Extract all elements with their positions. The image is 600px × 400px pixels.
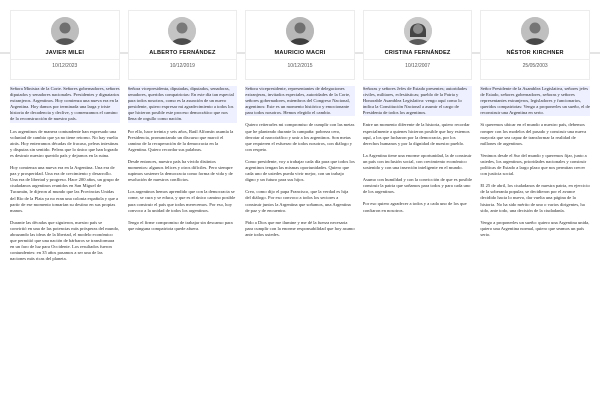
speech-paragraph: Por ello, hace treinta y seis años, Raúl Alfonsín asumía la Presidencia, pronunciando un discurso que marcó el camino de la recuperación de la democracia en la Argentina. Quiero recordar sus palabras. xyxy=(127,128,234,152)
speech-paragraph: Los argentinos de manera contundente han expresado una voluntad de cambio que ya no tiene retorno. No hay vuelta atrás. Hoy enterramos décadas de fracaso, peleas intestinas y disputas sin sentido. Peleas que lo único que han logrado es destruir nuestro querido país y dejarnos en la ruina. xyxy=(10,128,119,158)
speech-paragraph: Vengo a proponerles un sueño: quiero una Argentina unida, quiero una Argentina normal, quiero que seamos un país serio. xyxy=(480,219,590,237)
speech-text xyxy=(363,86,473,400)
president-photo xyxy=(521,17,549,45)
president-column xyxy=(128,0,238,400)
speech-text xyxy=(245,86,355,400)
speech-paragraph: Los argentinos hemos aprendido que con la democracia se come, se cura y se educa, y que es el único camino posible para construir el país que todos merecemos. Por eso, hoy convoco a la unidad de todos los argentinos. xyxy=(127,189,236,213)
speech-paragraph: Asumo con humildad y con la convicción de que es posible construir la patria que soñamos para todos y para cada uno de los argentinos. xyxy=(362,177,472,195)
president-card[interactable] xyxy=(10,10,120,80)
speech-paragraph: Tengo el firme compromiso de trabajar sin descanso para que ninguna compatriota quede afuera. xyxy=(127,219,233,231)
speech-paragraph: Quiero reiterarles mi compromiso de cumplir con las metas que he planteado durante la campaña: pobreza cero, derrotar al narcotráfico y unir a los argentinos. Son metas que requieren el esfuerzo de todos nosotros, con diálogo y con respeto. xyxy=(245,122,355,152)
speech-paragraph: Señoras y señores Jefes de Estado presentes; autoridades civiles, militares, eclesiásticas; pueblo de la Patria y Honorable Asamblea Legislativa: vengo aquí como lo indica la Constitución Nacional a asumir el cargo de Presidenta de todos los argentinos. xyxy=(363,86,473,116)
inauguration-date: 10/12/2007 xyxy=(364,59,472,69)
speech-text xyxy=(128,86,238,400)
speech-paragraph: Si queremos ubicar en el mundo a nuestro país, debemos romper con los modelos del pasado y construir una nueva mayoría que sea capaz de transformar la realidad de millones de argentinos. xyxy=(480,122,587,146)
president-card[interactable] xyxy=(128,10,238,80)
speech-paragraph: Creo, como dijo el papa Francisco, que la verdad es hija del diálogo. Por eso convoco a todos los sectores a construir juntos la Argentina que soñamos, una Argentina de paz y de encuentro. xyxy=(245,189,351,213)
presidents-columns xyxy=(10,0,590,400)
president-photo xyxy=(286,17,314,45)
speech-paragraph: Por eso quiero agradecer a todos y a cada uno de los que confiaron en nosotros. xyxy=(362,201,467,213)
president-photo xyxy=(404,17,432,45)
speech-paragraph: Venimos desde el Sur del mundo y queremos fijar, junto a ustedes, los argentinos, prioridades nacionales y construir políticas de Estado a largo plazo que nos permitan crecer con justicia social. xyxy=(480,152,587,177)
president-card[interactable] xyxy=(245,10,355,80)
speech-paragraph: Pido a Dios que me ilumine y me dé la fuerza necesaria para cumplir con la enorme responsabilidad que hoy asumo ante todos ustedes. xyxy=(245,219,355,237)
president-name: JAVIER MILEI xyxy=(45,50,85,56)
speech-paragraph: Entre un momento diferente de la historia, quiero recordar especialmente a quienes hicieron posible que hoy estemos aquí, a los que lucharon por la democracia, por los derechos humanos y por la dignidad de nuestro pueblo. xyxy=(362,122,470,146)
inauguration-date: 10/12/2015 xyxy=(246,59,354,69)
president-name: NÉSTOR KIRCHNER xyxy=(506,50,564,56)
inauguration-date: 10/12/2019 xyxy=(129,59,237,69)
president-name: CRISTINA FERNÁNDEZ xyxy=(384,50,451,56)
speech-paragraph: Señora vicepresidente, representantes de delegaciones extranjeras, invitados especiales, autoridades de la Corte, señores gobernadores, miembros del Congreso Nacional, argentinos: Este es un momento histórico y emocionante para todos nosotros. Hemos elegido el cambio. xyxy=(245,86,355,116)
speech-paragraph: Como presidente, voy a trabajar cada día para que todos los argentinos tengan las mismas oportunidades. Quiero que cada uno de ustedes pueda vivir mejor, con un trabajo digno y un futuro para sus hijos. xyxy=(245,158,355,183)
president-column xyxy=(245,0,355,400)
president-photo xyxy=(168,17,196,45)
speech-paragraph: Desde entonces, nuestro país ha vivido distintos momentos: algunos felices y otros difíciles. Pero siempre supimos sostener la democracia como forma de vida y de resolución de nuestros conflictos. xyxy=(127,158,233,183)
inauguration-date: 10/12/2023 xyxy=(11,59,119,69)
president-card[interactable] xyxy=(363,10,473,80)
speech-text xyxy=(480,86,590,400)
speech-paragraph: Señora vicepresidenta, diputadas, diputados, senadoras, senadores, queridos compatriotas: En este día tan especial para todos nosotros, como es la asunción de un nuevo presidente, quiero expresar mi agradecimiento a todos los que hicieron posible este proceso democrático que nos llena de orgullo como nación. xyxy=(128,86,238,123)
president-card[interactable] xyxy=(480,10,590,80)
speech-paragraph: Señora Ministra de la Corte. Señores gobernadores, señores diputados y senadores nacionales. Presidentes y dignatarios extranjeros. Argentinos. Hoy comienza una nueva era en la Argentina. Hoy damos por terminada una larga y triste historia de decadencia y declive, y comenzamos el camino de la reconstrucción de nuestro país. xyxy=(10,86,120,122)
speech-paragraph: Durante las décadas que siguieron, nuestro país se convirtió en una de las potencias más prósperas del mundo, abrazando las ideas de la libertad, el modelo económico que permitió que una nación de bárbaros se transformara en un faro de luz para Occidente. Los resultados fueron contundentes: en 35 años pasamos a ser una de las naciones más ricas del planeta. xyxy=(10,219,120,262)
president-name: ALBERTO FERNÁNDEZ xyxy=(149,50,216,56)
president-photo xyxy=(51,17,79,45)
president-column xyxy=(10,0,120,400)
speech-paragraph: El 25 de abril, los ciudadanos de nuestra patria, en ejercicio de la soberanía popular, se decidieron por el avance decidido hacia lo nuevo, dar vuelta una página de la historia. No ha sido mérito de uno o varios dirigentes, ha sido, ante todo, una decisión de la ciudadanía. xyxy=(480,183,590,213)
president-column xyxy=(480,0,590,400)
speech-paragraph: Hoy comienza una nueva era en la Argentina. Una era de paz y prosperidad. Una era de crecimiento y desarrollo. Una era de libertad y progreso. Hace 200 años, un grupo de ciudadanos argentinos reunidos en San Miguel de Tucumán, le dijeron al mundo que las Provincias Unidas del Río de la Plata ya no eran una colonia española y que a partir de ese momento tomarían su destino en sus propias manos. xyxy=(10,165,120,213)
speech-text xyxy=(10,86,120,400)
inauguration-date: 25/05/2003 xyxy=(481,59,589,69)
president-column xyxy=(363,0,473,400)
speech-paragraph: La Argentina tiene una enorme oportunidad, la de construir un país con inclusión social, con crecimiento económico sostenido y con una inserción inteligente en el mundo. xyxy=(362,152,472,171)
president-name: MAURICIO MACRI xyxy=(274,50,326,56)
speech-paragraph: Señor Presidente de la Asamblea Legislativa, señores jefes de Estado, señores gobernadores, señoras y señores representantes extranjeros, legisladores y funcionarios, queridos compatriotas: Vengo a proponerles un sueño, el de reconstruir una Argentina en serio. xyxy=(480,86,590,116)
